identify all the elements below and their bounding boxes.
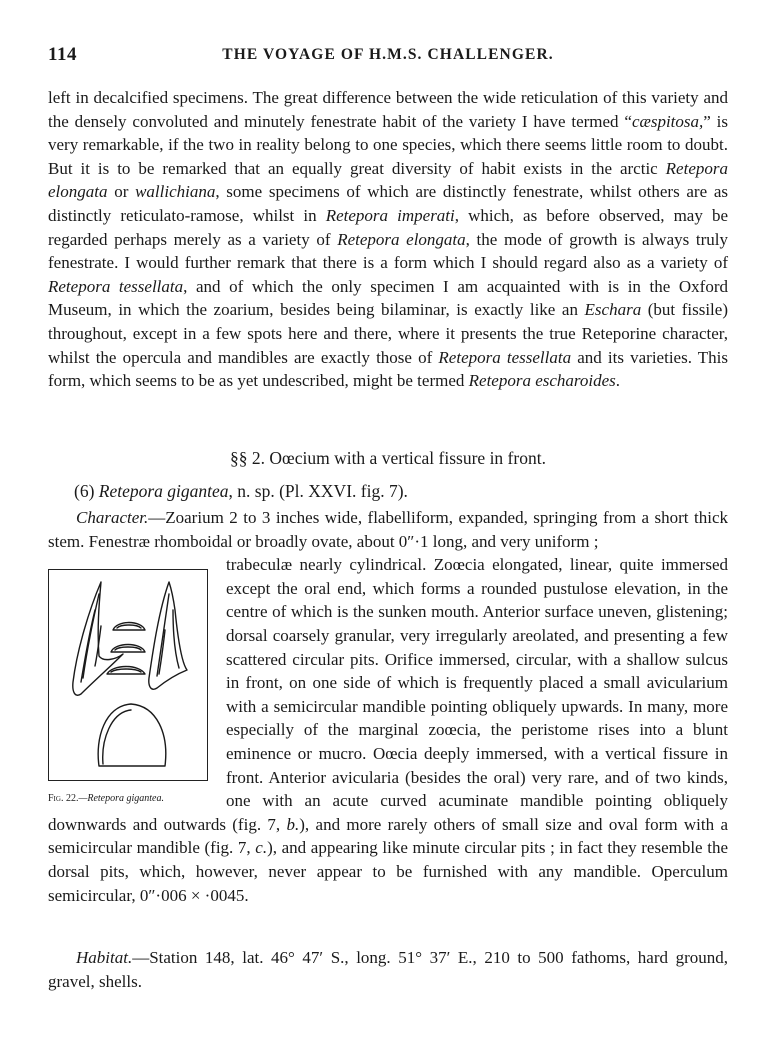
figure-caption-text: —Retepora gigantea. (78, 793, 164, 805)
text-span: (but fissile) throughout, except in a few spots here and there, where it presents the true Reteporine character, whilst the opercula and mandibles are exactly those of (48, 300, 728, 367)
text-span: and its varieties. This form, which seems to be as yet undescribed, might be termed (48, 347, 729, 391)
retepora-gigantea-drawing (49, 570, 207, 780)
text-span: , some specimens of which are distinctly fenestrate, whilst others are as distinctly reticulato-ramose, whilst in (48, 182, 728, 225)
figure-label: Fig. 22. (48, 793, 79, 805)
text-span: , the mode of growth is always truly fenestrate. I would further remark that there is a form which I should regard also as a variety of (48, 229, 729, 273)
section-heading: §§ 2. Oœcium with a vertical fissure in front. (230, 448, 546, 468)
text-span: or (107, 182, 136, 202)
figure-illustration (48, 569, 208, 781)
italic-term: Retepora tessellata (438, 347, 572, 367)
running-head: THE VOYAGE OF H.M.S. CHALLENGER. (222, 46, 554, 63)
page-number: 114 (48, 44, 77, 65)
species-reference: , n. sp. (Pl. XXVI. fig. 7). (228, 481, 408, 501)
species-name: Retepora gigantea (98, 481, 229, 501)
habitat-label: Habitat. (76, 948, 133, 967)
text-span: ), and appearing like minute circular pits ; in fact they resemble the dorsal pits, which, however, never appear to be furnished with any mandible. Operculum semicircular, 0″·006 × ·0045. (48, 838, 728, 905)
text-span: , and of which the only specimen I am acquainted with is in the Oxford Museum, in which the zoarium, besides being bilaminar, is exactly like an (48, 276, 729, 320)
italic-term: Retepora tessellata (48, 276, 184, 296)
page-header (48, 44, 728, 68)
text-span: ” is very remarkable, if the two in reality belong to one species, which there seems little room to doubt. But it is to be remarked that an equally great diversity of habit exists in the arctic (48, 111, 728, 178)
figure-ref-c: c. (255, 838, 268, 858)
species-number: (6) (74, 481, 99, 501)
habitat-paragraph (48, 946, 728, 993)
text-span: , which, as before observed, may be regarded perhaps merely as a variety of (48, 205, 728, 249)
figure-ref-b: b. (286, 814, 300, 834)
italic-term: wallichiana (135, 182, 216, 202)
habitat-text: —Station 148, lat. 46° 47′ S., long. 51° 37′ E., 210 to 500 fathoms, hard ground, gravel, shells. (48, 948, 728, 991)
character-label: Character. (76, 508, 149, 527)
text-span: trabeculæ nearly cylindrical. Zoœcia elongated, linear, quite immersed except the oral end, which forms a rounded pustulose elevation, in the centre of which is the sunken mouth. Anterior surface uneven, glistening; dorsal coarsely granular, very irregularly areolated, and presenting a few scattered circular pits. Orifice immersed, circular, with a shallow sulcus in front, on one side of which is frequently placed a small avicularium with a semicircular mandible pointing obliquely upwards. In many, more especially of the marginal zoœcia, the peristome rises into a blunt eminence or mucro. Oœcia deeply immersed, with a vertical fissure in front. Anterior avicularia (besides the oral) very rare, and of two kinds, one with an acute curved acuminate mandible pointing obliquely downwards and outwards (fig. 7, (48, 555, 728, 834)
italic-term: Eschara (584, 300, 642, 320)
figure-22 (48, 561, 210, 805)
character-description (48, 506, 728, 907)
text-span: . (615, 371, 621, 391)
italic-term: Retepora imperati (325, 205, 455, 225)
italic-term: Retepora elongata (337, 229, 466, 249)
species-title (74, 481, 408, 502)
paragraph-decalcified-specimens (48, 86, 728, 393)
italic-term: Retepora escharoides (468, 371, 616, 391)
figure-caption (48, 787, 208, 811)
text-span: ), and more rarely others of small size and oval form with a semicircular mandible (fig. 7, (48, 814, 728, 858)
italic-term: cæspitosa, (631, 111, 704, 131)
italic-term: Retepora elongata (48, 158, 728, 202)
text-span: —Zoarium 2 to 3 inches wide, flabelliform, expanded, springing from a short thick stem. Fenestræ rhomboidal or broadly ovate, about 0″·1 long, and very uniform ; (48, 508, 728, 551)
text-span: left in decalcified specimens. The great difference between the wide reticulation of this variety and the densely convoluted and minutely fenestrate habit of the variety I have termed “ (48, 88, 728, 131)
